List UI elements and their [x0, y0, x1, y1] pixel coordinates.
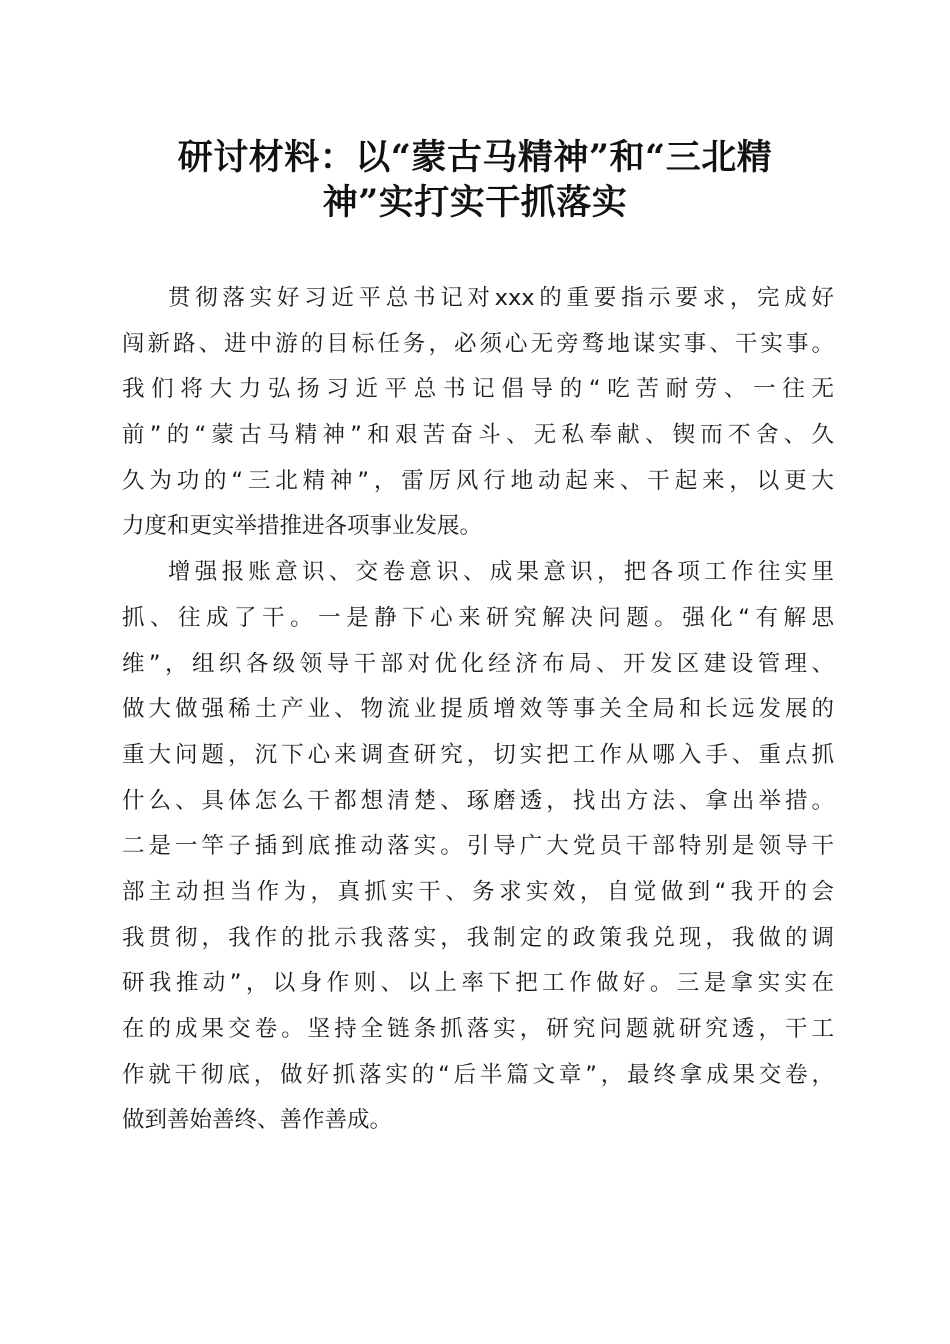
- text-line: 我们将大力弘扬习近平总书记倡导的“吃苦耐劳、一往无: [122, 376, 834, 403]
- document-body: [122, 276, 834, 1144]
- text-line: 二是一竿子插到底推动落实。引导广大党员干部特别是领导干: [122, 833, 834, 860]
- text-line: 增强报账意识、交卷意识、成果意识，把各项工作往实里: [168, 559, 834, 586]
- text-line: 做到善始善终、善作善成。: [122, 1107, 393, 1134]
- document-title: [100, 135, 850, 225]
- text-line: 维”，组织各级领导干部对优化经济布局、开发区建设管理、: [122, 650, 834, 677]
- text-line: 做大做强稀土产业、物流业提质增效等事关全局和长远发展的: [122, 696, 834, 723]
- text-line: 力度和更实举措推进各项事业发展。: [122, 513, 483, 540]
- text-line: 研我推动”，以身作则、以上率下把工作做好。三是拿实实在: [122, 970, 834, 997]
- title-line: 神”实打实干抓落实: [322, 182, 628, 223]
- text-line: 闯新路、进中游的目标任务，必须心无旁骛地谋实事、干实事。: [122, 330, 834, 357]
- text-line: 在的成果交卷。坚持全链条抓落实，研究问题就研究透，干工: [122, 1016, 834, 1042]
- paragraph-1: [122, 276, 834, 550]
- text-line: 什么、具体怎么干都想清楚、琢磨透，找出方法、拿出举措。: [122, 787, 834, 814]
- paragraph-2: [122, 550, 834, 1144]
- text-line: 贯彻落实好习近平总书记对xxx的重要指示要求，完成好: [168, 285, 834, 311]
- title-line: 研讨材料：以“蒙古马精神”和“三北精: [177, 137, 773, 178]
- text-line: 作就干彻底，做好抓落实的“后半篇文章”，最终拿成果交卷，: [122, 1061, 834, 1088]
- text-line: 抓、往成了干。一是静下心来研究解决问题。强化“有解思: [122, 604, 834, 631]
- text-line: 部主动担当作为，真抓实干、务求实效，自觉做到“我开的会: [122, 878, 834, 905]
- text-line: 久为功的“三北精神”，雷厉风行地动起来、干起来，以更大: [122, 467, 834, 494]
- text-line: 我贯彻，我作的批示我落实，我制定的政策我兑现，我做的调: [122, 924, 834, 951]
- text-line: 前”的“蒙古马精神”和艰苦奋斗、无私奉献、锲而不舍、久: [122, 422, 834, 449]
- text-line: 重大问题，沉下心来调查研究，切实把工作从哪入手、重点抓: [122, 741, 834, 768]
